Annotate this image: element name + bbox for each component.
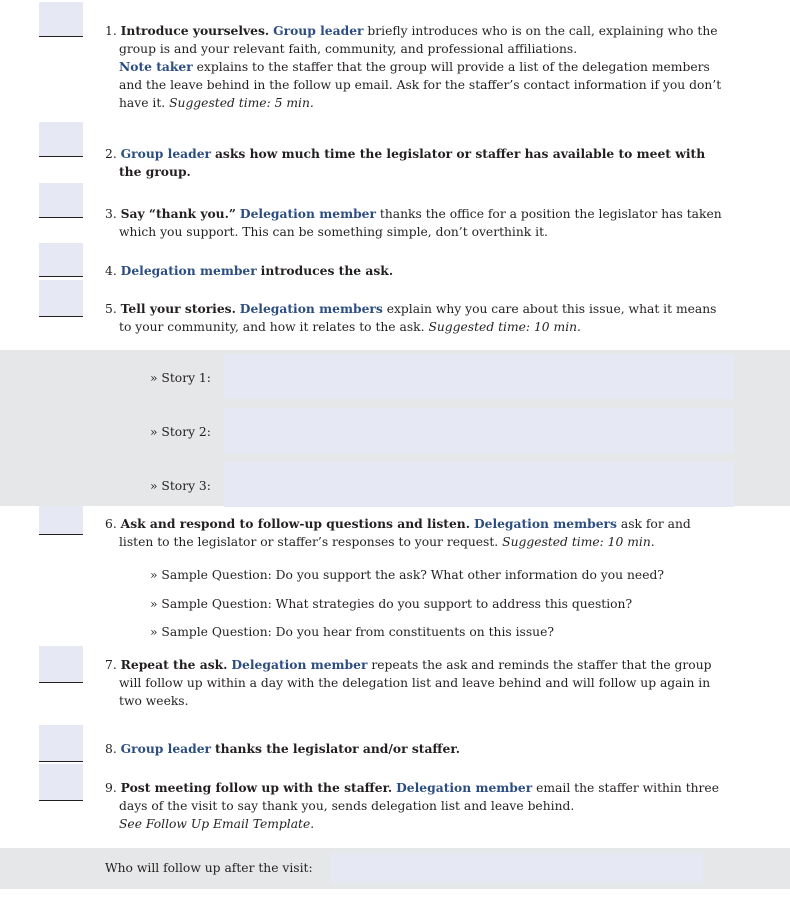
step-2-number: 2. <box>105 147 117 161</box>
step-9-text: email the staffer within three days of the visit to say thank you, sends delegation list and leave behind. <box>119 781 719 813</box>
step-2 <box>105 145 724 181</box>
checkbox-step-9[interactable] <box>39 764 83 800</box>
step-8-text: thanks the legislator and/or staffer. <box>214 741 460 756</box>
step-6-role: Delegation members <box>473 516 617 531</box>
step-5-number: 5. <box>105 302 117 316</box>
checkbox-line-step-8 <box>39 761 83 762</box>
stories-band <box>0 350 790 506</box>
step-4-text: introduces the ask. <box>260 263 394 278</box>
step-4 <box>105 262 724 280</box>
step-8 <box>105 740 724 758</box>
story-1-label: » Story 1: <box>150 371 211 385</box>
sample-question-2: » Sample Question: What strategies do you support to address this question? <box>150 597 633 611</box>
sample-question-3: » Sample Question: Do you hear from constituents on this issue? <box>150 625 554 639</box>
step-6-number: 6. <box>105 517 117 531</box>
story-3-field[interactable] <box>224 462 734 507</box>
followup-label: Who will follow up after the visit: <box>105 861 313 875</box>
step-9 <box>105 779 724 833</box>
checkbox-line-step-4 <box>39 276 83 277</box>
step-7-number: 7. <box>105 658 117 672</box>
checkbox-step-1[interactable] <box>39 2 83 36</box>
story-2-label: » Story 2: <box>150 425 211 439</box>
checkbox-line-step-2 <box>39 156 83 157</box>
step-2-role: Group leader <box>120 146 212 161</box>
step-6-title: Ask and respond to follow-up questions and listen. <box>120 516 471 531</box>
checkbox-step-3[interactable] <box>39 183 83 217</box>
step-7-text: repeats the ask and reminds the staffer that the group will follow up within a day with the delegation list and leave behind and will follow up again in two weeks. <box>119 658 712 708</box>
step-6 <box>105 515 724 551</box>
step-1-title: Introduce yourselves. <box>120 23 270 38</box>
checkbox-step-8[interactable] <box>39 725 83 761</box>
step-2-text: asks how much time the legislator or staffer has available to meet with the group. <box>119 146 706 179</box>
checkbox-line-step-1 <box>39 36 83 37</box>
step-1-text: briefly introduces who is on the call, explaining who the group is and your relevant faith, community, and professional affiliations. <box>119 24 718 56</box>
step-5 <box>105 300 724 336</box>
step-3-text: thanks the office for a position the legislator has taken which you support. This can be something simple, don’t overthink it. <box>119 207 722 239</box>
step-1-text-2: explains to the staffer that the group will provide a list of the delegation members and the leave behind in the follow up email. Ask for the staffer’s contact information if you don’t have it. <box>119 60 722 110</box>
step-8-number: 8. <box>105 742 117 756</box>
step-5-role: Delegation members <box>239 301 383 316</box>
step-3-role: Delegation member <box>239 206 376 221</box>
step-4-role: Delegation member <box>120 263 257 278</box>
step-9-role: Delegation member <box>396 780 533 795</box>
step-9-title: Post meeting follow up with the staffer. <box>120 780 393 795</box>
story-1-field[interactable] <box>224 354 734 399</box>
checkbox-line-step-9 <box>39 800 83 801</box>
step-3 <box>105 205 724 241</box>
step-4-number: 4. <box>105 264 117 278</box>
step-8-role: Group leader <box>120 741 212 756</box>
checkbox-line-step-6 <box>39 534 83 535</box>
story-3-label: » Story 3: <box>150 479 211 493</box>
step-7-title: Repeat the ask. <box>120 657 228 672</box>
checkbox-step-7[interactable] <box>39 646 83 682</box>
step-7-role: Delegation member <box>231 657 368 672</box>
checkbox-step-2[interactable] <box>39 122 83 156</box>
step-3-number: 3. <box>105 207 117 221</box>
step-5-title: Tell your stories. <box>120 301 236 316</box>
step-1-number: 1. <box>105 24 117 38</box>
step-9-number: 9. <box>105 781 117 795</box>
checkbox-line-step-7 <box>39 682 83 683</box>
step-5-text: explain why you care about this issue, what it means to your community, and how it relates to the ask. <box>119 302 717 334</box>
step-3-title: Say “thank you.” <box>120 206 236 221</box>
followup-field[interactable] <box>330 853 703 883</box>
checkbox-step-6[interactable] <box>39 506 83 534</box>
checkbox-step-4[interactable] <box>39 243 83 276</box>
step-9-note: See Follow Up Email Template. <box>119 817 315 831</box>
step-1-role-note-taker: Note taker <box>119 59 193 74</box>
step-1-time: Suggested time: 5 min. <box>169 96 314 110</box>
step-1 <box>105 22 724 112</box>
step-6-time: Suggested time: 10 min. <box>502 535 655 549</box>
story-2-field[interactable] <box>224 408 734 453</box>
sample-question-1: » Sample Question: Do you support the ask? What other information do you need? <box>150 568 664 582</box>
step-7 <box>105 656 724 710</box>
followup-band <box>0 848 790 889</box>
checkbox-line-step-3 <box>39 217 83 218</box>
checkbox-line-step-5 <box>39 316 83 317</box>
step-1-role-group-leader: Group leader <box>273 23 364 38</box>
step-6-text: ask for and listen to the legislator or staffer’s responses to your request. <box>119 517 691 549</box>
checkbox-step-5[interactable] <box>39 280 83 316</box>
step-5-time: Suggested time: 10 min. <box>428 320 581 334</box>
